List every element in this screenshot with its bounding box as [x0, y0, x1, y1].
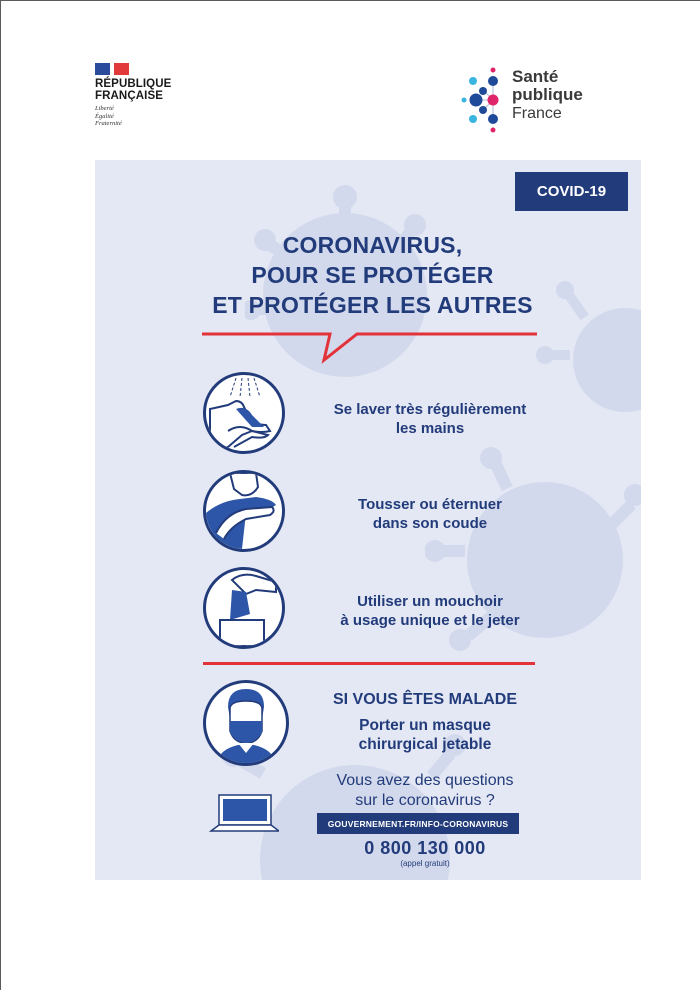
speech-bubble-divider: [202, 330, 537, 366]
page-border-left: [0, 0, 1, 990]
marianne-flag-icon: [95, 63, 171, 75]
rf-motto: [95, 105, 171, 128]
phone-number[interactable]: 0 800 130 000: [364, 838, 486, 858]
sante-publique-france-logo: [460, 62, 610, 142]
headline: [135, 230, 610, 320]
flag-red: [114, 63, 129, 75]
face-mask-icon: [203, 680, 289, 766]
headline-line1: CORONAVIRUS,: [282, 232, 463, 258]
rf-title-line1: RÉPUBLIQUE: [95, 78, 172, 90]
sick-line: Porter un masque: [359, 717, 491, 734]
measure-line: Se laver très régulièrement: [333, 401, 527, 418]
spf-molecule-icon: [460, 62, 512, 142]
flag-blue: [95, 63, 110, 75]
motto-liberte: Liberté: [95, 105, 114, 112]
cough-elbow-icon: [203, 470, 285, 552]
laptop-icon: [209, 793, 279, 833]
sick-instruction: [285, 716, 565, 754]
headline-line3: ET PROTÉGER LES AUTRES: [212, 292, 533, 318]
motto-fraternite: Fraternité: [95, 120, 122, 127]
covid-badge: COVID-19: [515, 172, 628, 211]
page-border-top: [0, 0, 700, 1]
sick-line: chirurgical jetable: [358, 736, 492, 753]
measure-line: dans son coude: [372, 515, 488, 532]
motto-egalite: Égalité: [95, 112, 114, 120]
measure-line: les mains: [395, 420, 465, 437]
spf-wordmark: [512, 68, 583, 123]
spf-line1: Santé: [512, 67, 559, 86]
measure-line: Utiliser un mouchoir: [357, 593, 503, 610]
spf-line3: France: [512, 105, 562, 122]
section-divider: [203, 662, 535, 665]
questions-line: Vous avez des questions: [336, 772, 514, 789]
questions-text: [285, 771, 565, 811]
tissue-icon: [203, 567, 285, 649]
info-url-link[interactable]: GOUVERNEMENT.FR/INFO-CORONAVIRUS: [317, 813, 519, 834]
questions-line: sur le coronavirus ?: [355, 792, 495, 809]
phone-note: (appel gratuit): [400, 859, 450, 868]
measure-text-handwashing: [285, 400, 575, 438]
measure-line: à usage unique et le jeter: [340, 612, 520, 629]
measure-text-cough: [285, 495, 575, 533]
handwashing-icon: [203, 372, 285, 454]
sick-title: SI VOUS ÊTES MALADE: [332, 691, 518, 708]
rf-title-line2: FRANÇAISE: [95, 90, 163, 102]
covid-poster: [95, 160, 641, 880]
measure-line: Tousser ou éternuer: [358, 496, 502, 513]
headline-line2: POUR SE PROTÉGER: [251, 262, 494, 288]
republique-francaise-logo: [95, 63, 171, 128]
measure-text-tissue: [285, 592, 575, 630]
spf-line2: publique: [512, 85, 583, 104]
